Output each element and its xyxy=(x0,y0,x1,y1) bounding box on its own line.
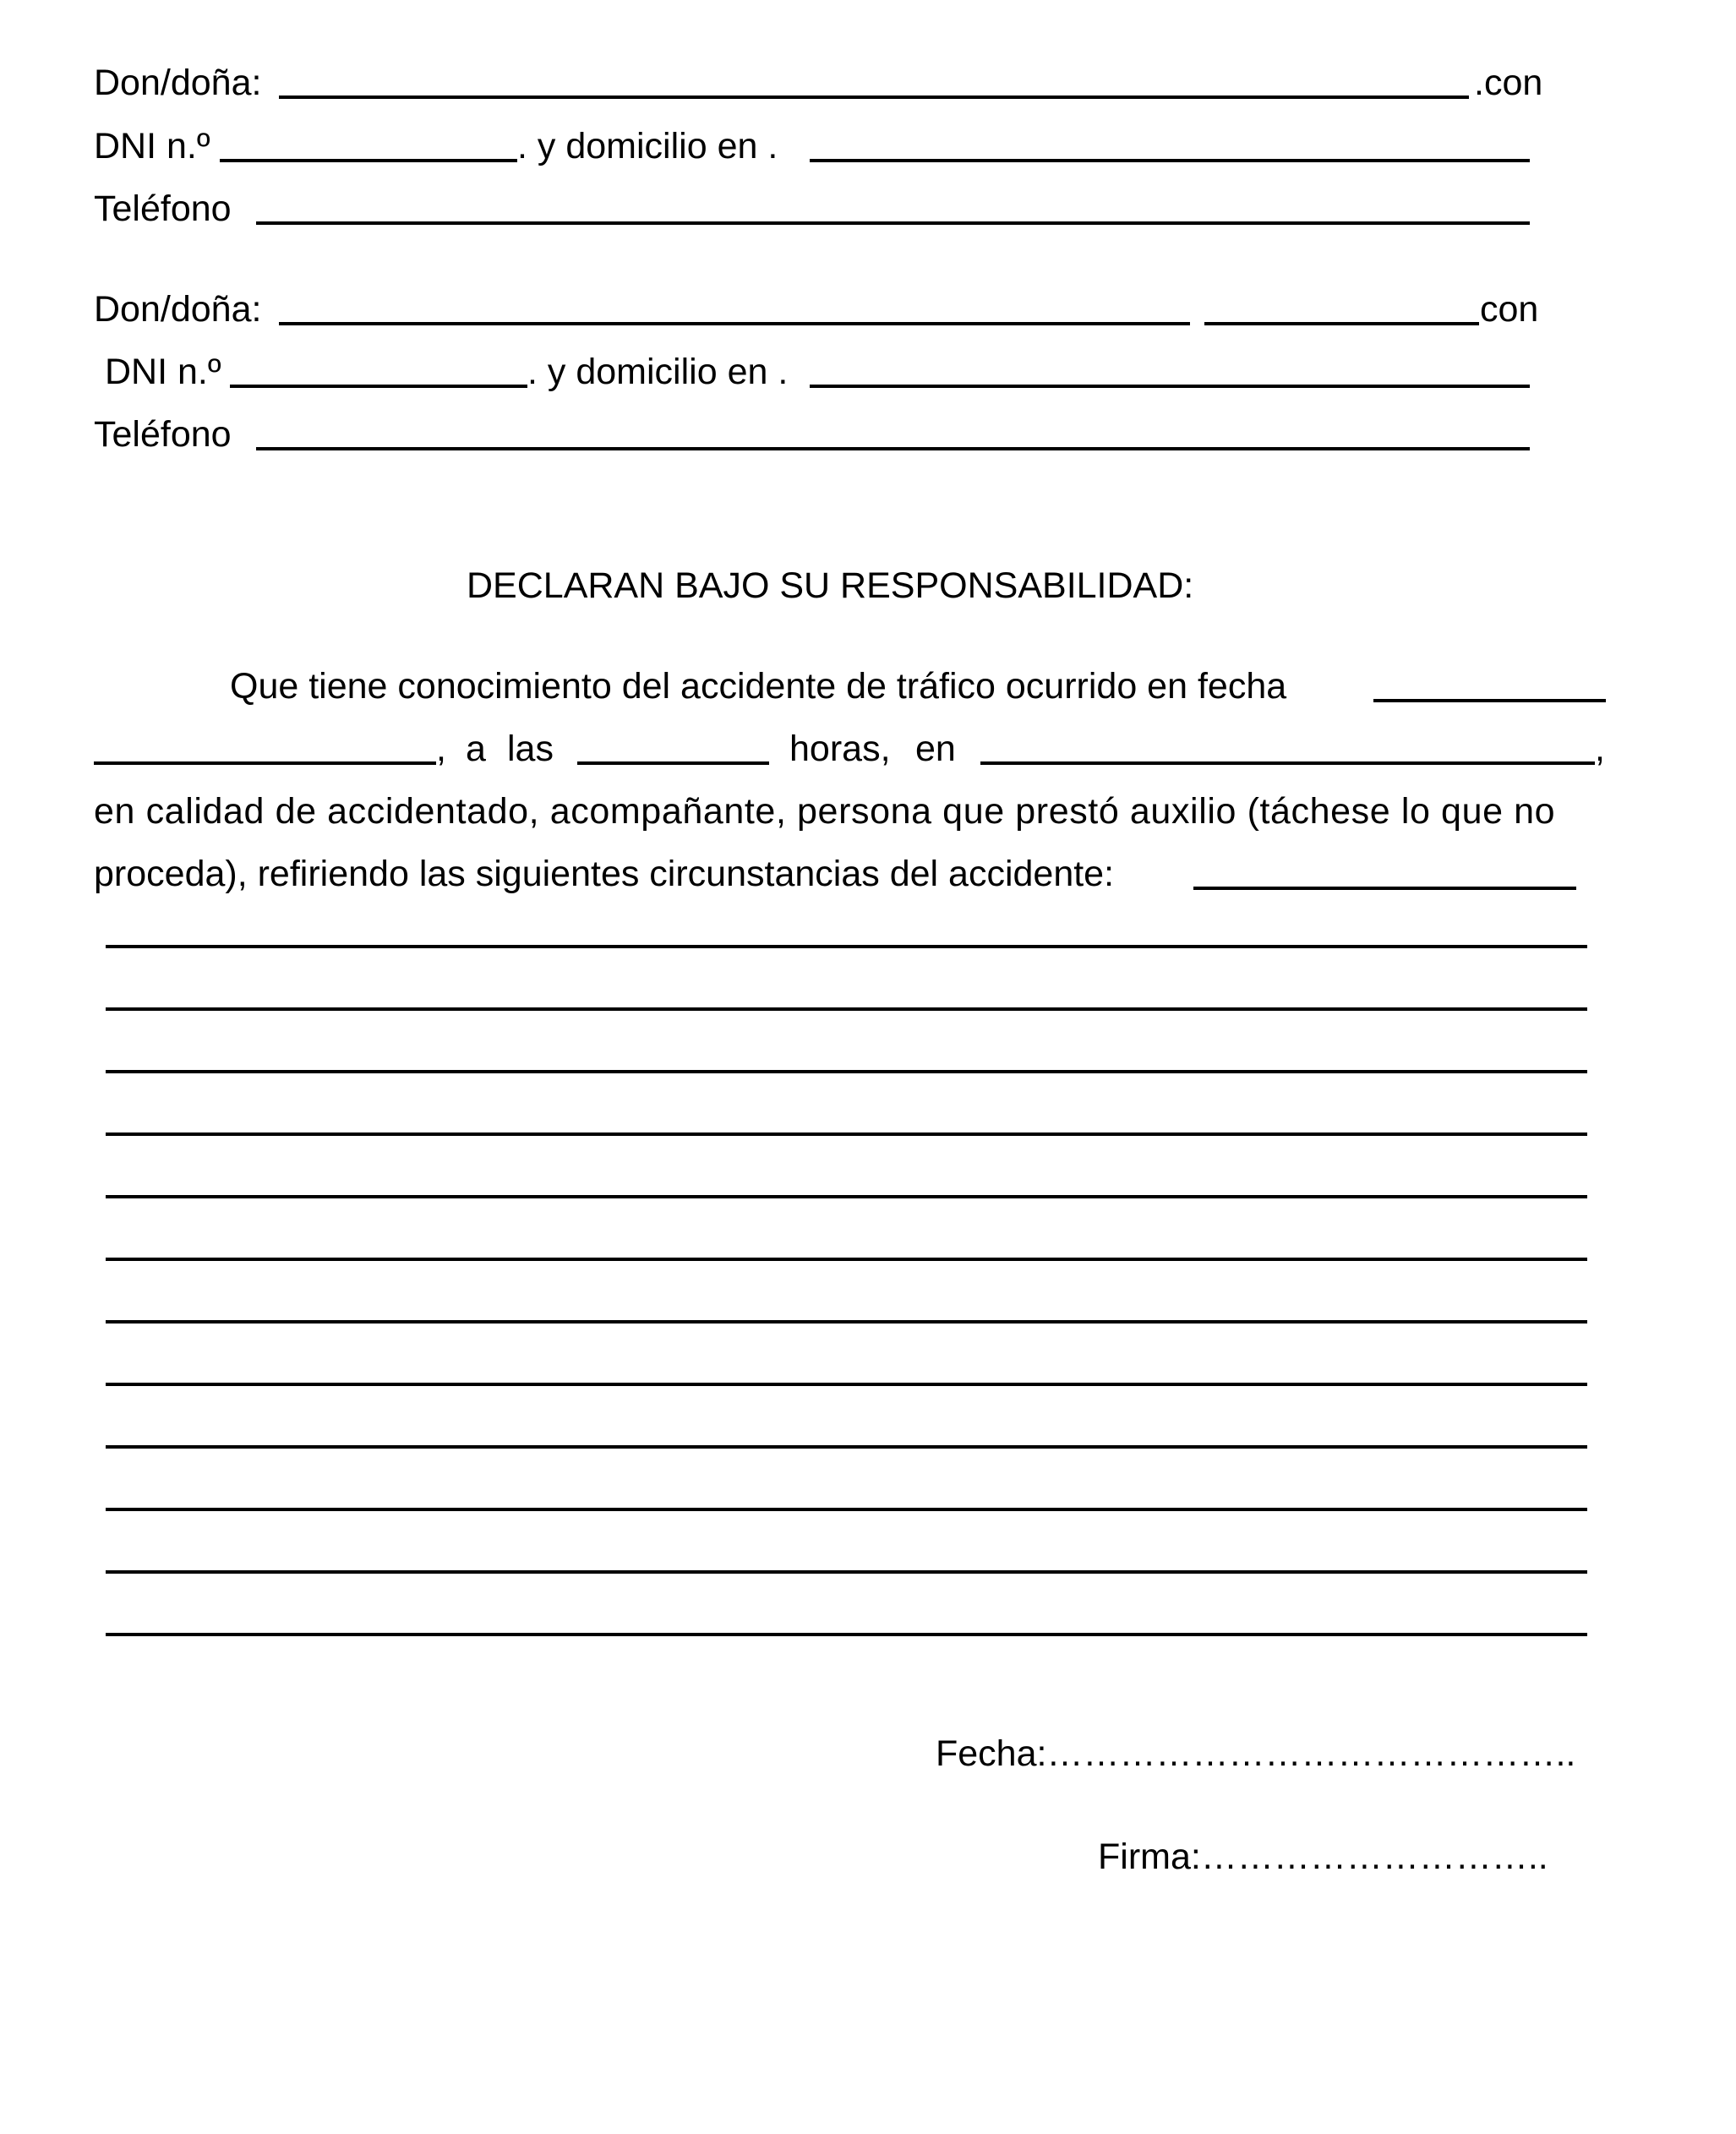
circumstances-line[interactable] xyxy=(106,1258,1587,1261)
body-line-2-en: en xyxy=(915,729,956,769)
circumstances-line[interactable] xyxy=(106,1320,1587,1324)
signature-label: Firma:……………………….. xyxy=(1098,1837,1548,1877)
body-line-1: Que tiene conocimiento del accidente de tráfico ocurrido en fecha xyxy=(230,666,1287,707)
circumstances-line[interactable] xyxy=(106,1445,1587,1449)
person2-dni-field[interactable] xyxy=(230,385,527,388)
person2-dni-label: DNI n.º xyxy=(105,352,221,392)
person2-name-field[interactable] xyxy=(279,322,1190,325)
circumstances-line[interactable] xyxy=(106,1633,1587,1636)
body-line-3: en calidad de accidentado, acompañante, persona que prestó auxilio (táchese lo que no xyxy=(94,791,1556,832)
person1-phone-field[interactable] xyxy=(256,221,1530,225)
person2-phone-label: Teléfono xyxy=(94,414,232,455)
person2-address-field[interactable] xyxy=(810,385,1530,388)
body-line-4: proceda), refiriendo las siguientes circunstancias del accidente: xyxy=(94,854,1115,894)
person1-phone-label: Teléfono xyxy=(94,188,232,229)
circumstances-line[interactable] xyxy=(106,1195,1587,1198)
accident-date-field[interactable] xyxy=(1373,699,1606,702)
circumstances-field-start[interactable] xyxy=(1193,887,1576,890)
person1-dni-label: DNI n.º xyxy=(94,126,210,166)
body-line-2-end-comma: , xyxy=(1595,729,1605,769)
person2-extra-field[interactable] xyxy=(1204,322,1479,325)
body-line-2-a: a xyxy=(466,729,486,769)
circumstances-line[interactable] xyxy=(106,1508,1587,1511)
person1-dni-field[interactable] xyxy=(220,159,517,162)
declaration-heading: DECLARAN BAJO SU RESPONSABILIDAD: xyxy=(467,565,1194,606)
circumstances-line[interactable] xyxy=(106,1132,1587,1136)
circumstances-line[interactable] xyxy=(106,1070,1587,1073)
body-line-2-horas: horas, xyxy=(789,729,891,769)
person1-name-suffix: .con xyxy=(1474,63,1543,103)
circumstances-line[interactable] xyxy=(106,1383,1587,1386)
accident-time-field[interactable] xyxy=(577,761,769,765)
person2-address-label: . y domicilio en . xyxy=(527,352,789,392)
person2-phone-field[interactable] xyxy=(256,447,1530,450)
circumstances-line[interactable] xyxy=(106,1570,1587,1574)
accident-date-field-cont[interactable] xyxy=(94,761,436,765)
accident-place-field[interactable] xyxy=(980,761,1595,765)
circumstances-line[interactable] xyxy=(106,945,1587,948)
person1-address-field[interactable] xyxy=(810,159,1530,162)
body-line-2-las: las xyxy=(507,729,554,769)
body-line-2-comma: , xyxy=(436,729,446,769)
date-label: Fecha:…………………………………….. xyxy=(936,1733,1576,1774)
circumstances-line[interactable] xyxy=(106,1007,1587,1011)
person1-name-label: Don/doña: xyxy=(94,63,262,103)
person1-name-field[interactable] xyxy=(279,96,1469,99)
person1-address-label: . y domicilio en . xyxy=(517,126,778,166)
person2-name-label: Don/doña: xyxy=(94,289,262,330)
person2-name-suffix: con xyxy=(1480,289,1539,330)
